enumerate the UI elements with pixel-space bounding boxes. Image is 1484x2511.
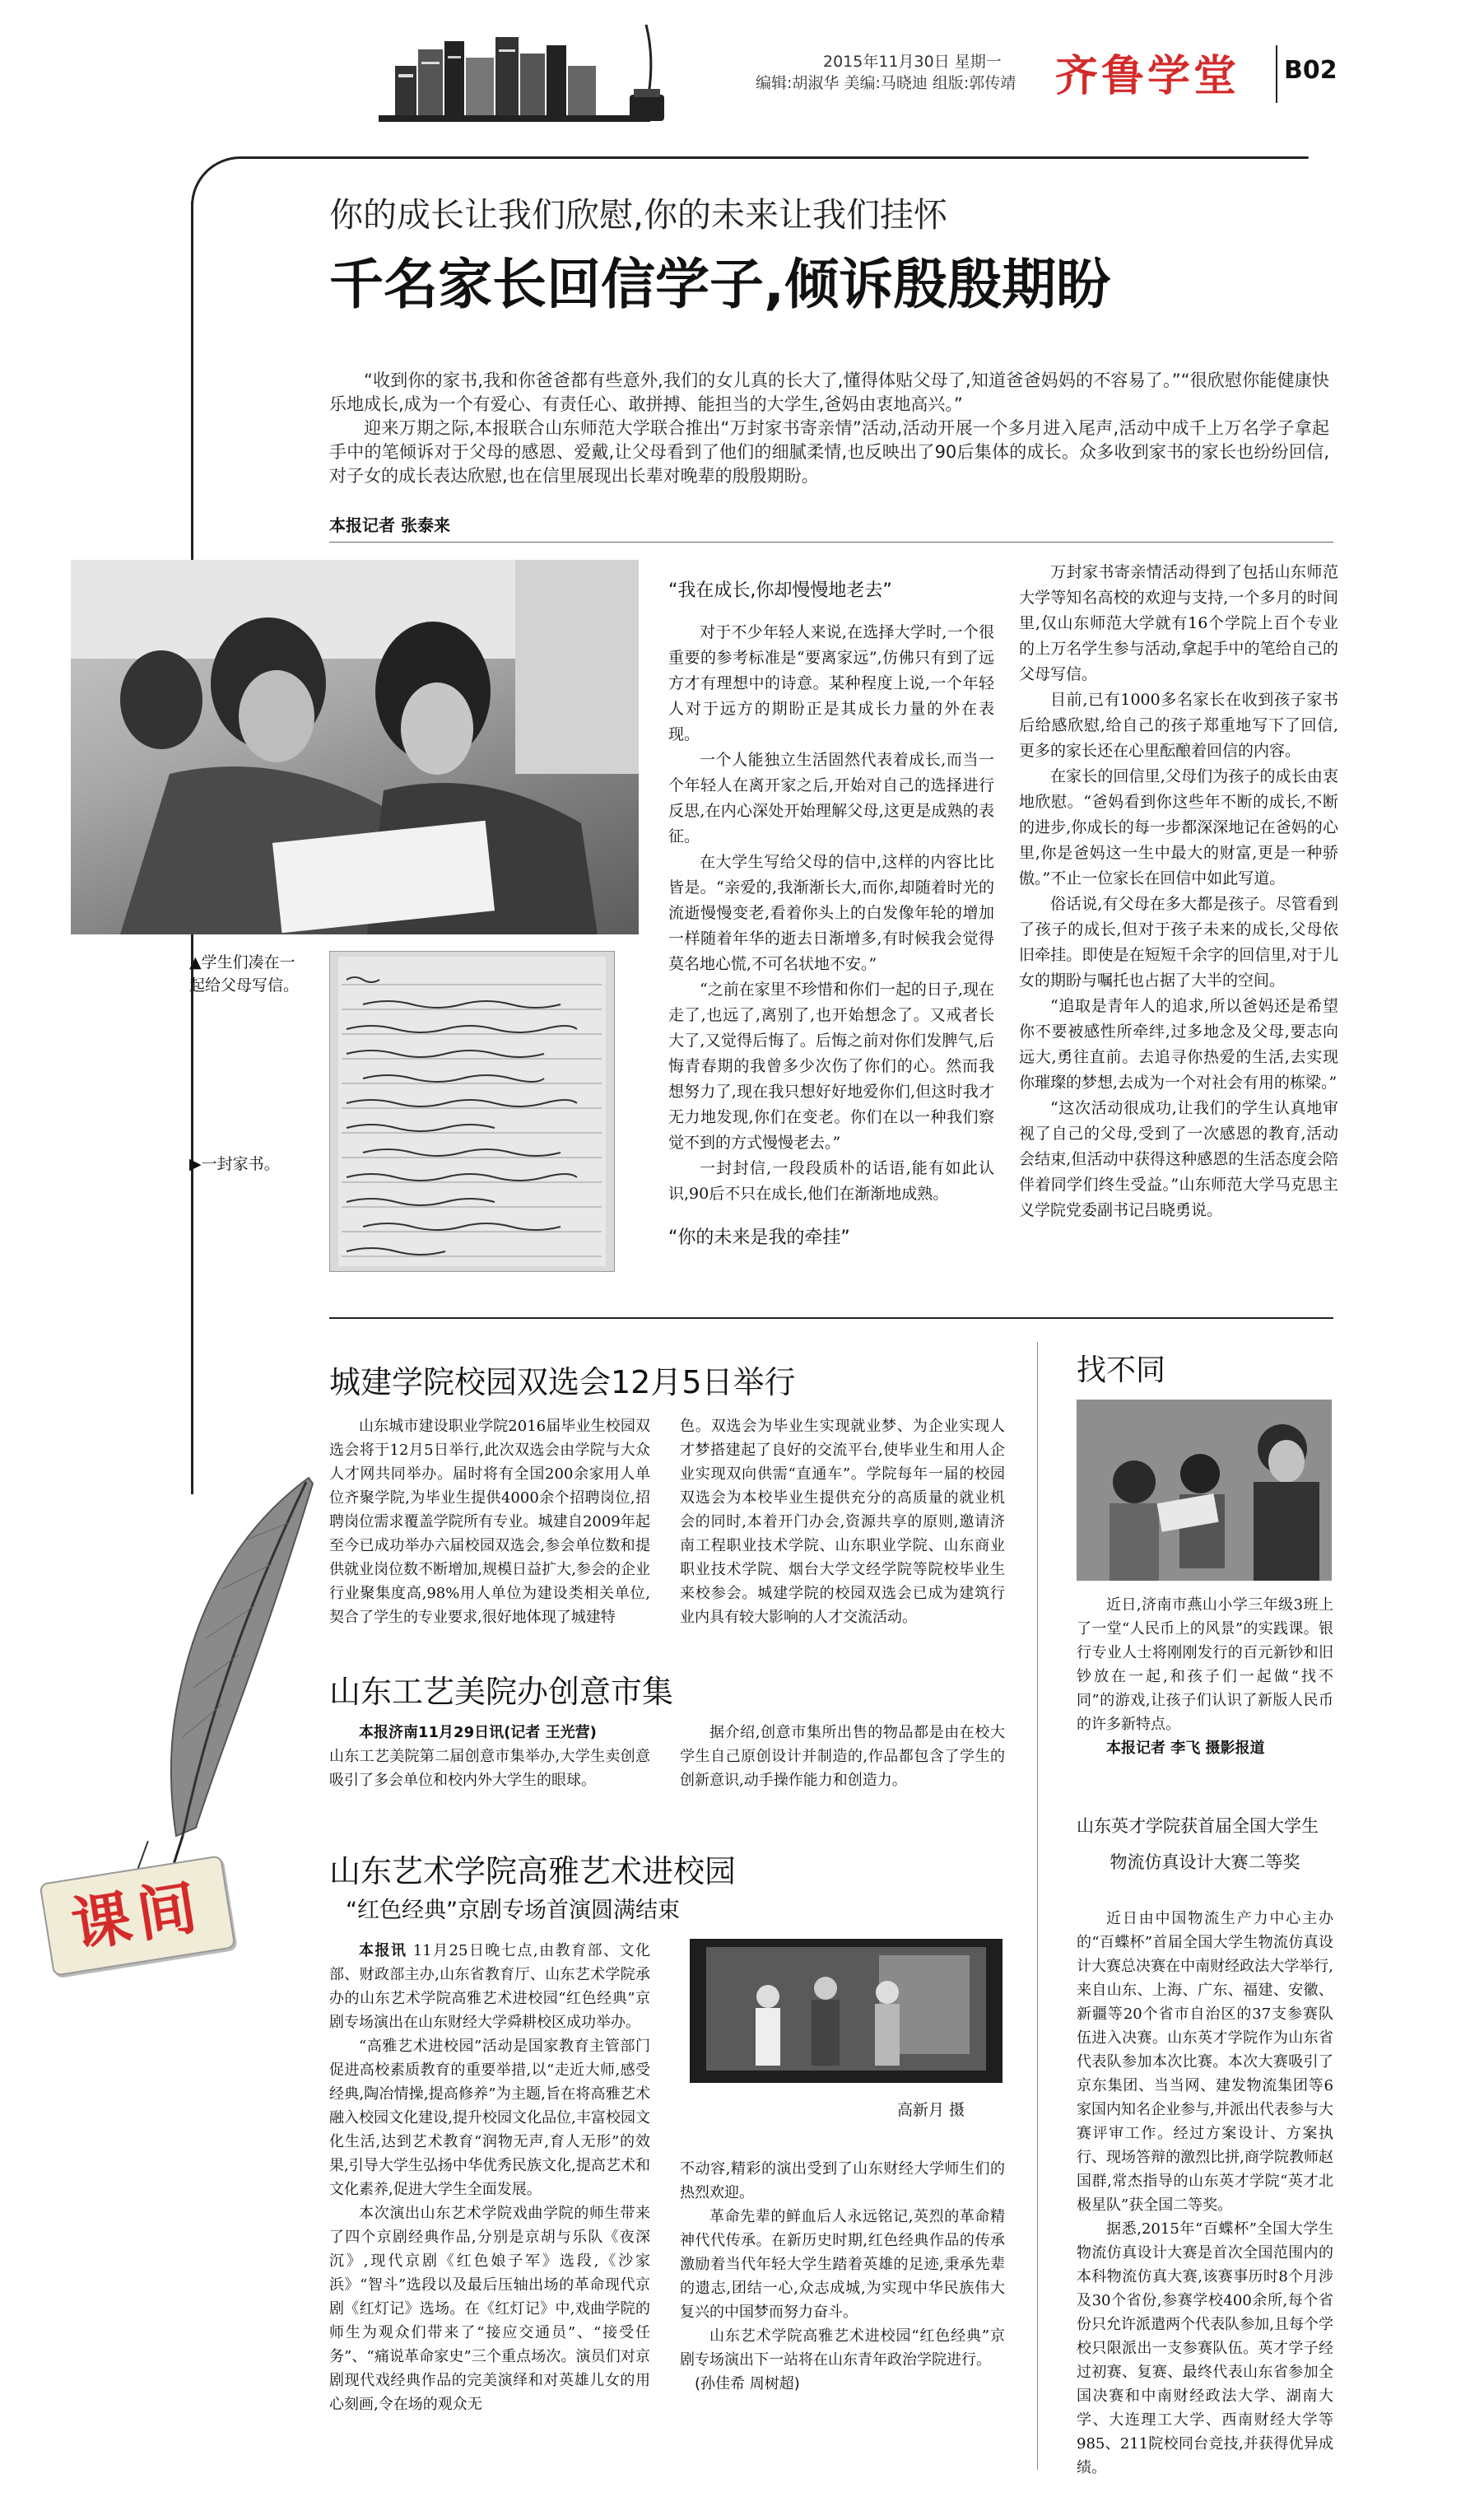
opera-col1-p2: “高雅艺术进校园”活动是国家教育主管部门促进高校素质教育的重要举措,以“走近大师,感受经典,陶冶情操,提高修养”为主题,旨在将高雅艺术融入校园文化建设,提升校园文化品位,丰富校园文化生活,达到艺术教育“润物无声,育人无形”的效果,引导大学生弘扬中华优秀民族文化,提高艺术和文化素养,促进大学生全面发展。 — [329, 2038, 650, 2198]
logistics-para: 据悉,2015年“百蝶杯”全国大学生物流仿真设计大赛是首次全国范围内的本科物流仿真大赛,该赛事历时8个月涉及30个省份,参赛学校400余所,每个省份只允许派遣两个代表队参加,且每个学校只限派出一支参赛队伍。英才学子经过初赛、复赛、最终代表山东省参加全国决赛和中南财经政法大学、湖南大学、大连理工大学、西南财经大学等985、211院校同台竞技,并获得优异成绩。 — [1077, 2220, 1333, 2476]
lead-headline: 千名家长回信学子,倾诉殷殷期盼 — [329, 253, 1111, 316]
mid-para: “之前在家里不珍惜和你们一起的日子,现在走了,也远了,离别了,也开始想念了。又戒者长大了,又觉得后悔了。后悔之前对你们发脾气,后悔青春期的我曾多少次伤了你们的心。然而我想努力了,现在我只想好好地爱你们,但这时我才无力地发现,你们在变老。你们在以一种我们察觉不到的方式慢慢老去。” — [668, 981, 994, 1152]
opera-col2-p2: 革命先辈的鲜血后人永远铭记,英烈的革命精神代代传承。在新历史时期,红色经典作品的传承激励着当代年轻大学生踏着英雄的足迹,秉承先辈的遗志,团结一心,众志成城,为实现中华民族伟大复兴的中国梦而努力奋斗。 — [680, 2208, 1005, 2321]
finddiff-byline: 本报记者 李飞 摄影报道 — [1106, 1740, 1265, 1757]
issue-date: 2015年11月30日 星期一 — [823, 53, 1002, 71]
opera-col2-p3: 山东艺术学院高雅艺术进校园“红色经典”京剧专场演出下一站将在山东青年政治学院进行。 — [680, 2327, 1005, 2369]
classroom-photo-icon — [1077, 1400, 1332, 1581]
craft-col2-text: 据介绍,创意市集所出售的物品都是由在校大学生自己原创设计并制造的,作品都包含了学生的创新意识,动手操作能力和创造力。 — [680, 1724, 1005, 1789]
opera-photo-credit: 高新月 摄 — [897, 2101, 965, 2119]
lead-subhead1: “我在成长,你却慢慢地老去” — [668, 580, 892, 601]
opera-col2-p1: 不动容,精彩的演出受到了山东财经大学师生们的热烈欢迎。 — [680, 2160, 1005, 2201]
craft-col1-text: 山东工艺美院第二届创意市集举办,大学生卖创意吸引了多会单位和校内外大学生的眼球。 — [329, 1748, 650, 1789]
right-para: “这次活动很成功,让我们的学生认真地审视了自己的父母,受到了一次感恩的教育,活动会结束,但活动中获得这种感恩的生活态度会陪伴着同学们终生受益。”山东师范大学马克思主义学院党委副书记吕晓勇说。 — [1019, 1099, 1338, 1219]
opera-col1-p3: 本次演出山东艺术学院戏曲学院的师生带来了四个京剧经典作品,分别是京胡与乐队《夜深沉》,现代京剧《红色娘子军》选段,《沙家浜》“智斗”选段以及最后压轴出场的革命现代京剧《红灯记》选场。在《红灯记》中,戏曲学院的师生为观众们带来了“接应交通员”、“接受任务”、“痛说革命家史”三个重点场次。演员们对京剧现代戏经典作品的完美演绎和对英雄儿女的用心刻画,令在场的观众无 — [329, 2205, 650, 2413]
photo1-caption: ▲学生们凑在一起给父母写信。 — [189, 953, 300, 995]
logistics-headline-l1: 山东英才学院获首届全国大学生 — [1077, 1816, 1319, 1836]
frame-curve — [191, 156, 243, 208]
section-title: 齐鲁学堂 — [1055, 52, 1240, 101]
opera-subhead: “红色经典”京剧专场首演圆满结束 — [346, 1898, 680, 1923]
craft-col2 — [680, 1721, 1005, 1792]
craft-dateline: 本报济南11月29日讯(记者 王光营) — [359, 1724, 597, 1741]
photo2-caption: ▶一封家书。 — [189, 1155, 280, 1173]
students-writing-photo — [71, 560, 639, 934]
side-tag: 课间 — [39, 1855, 235, 1977]
jobfair-headline: 城建学院校园双选会12月5日举行 — [329, 1364, 796, 1400]
handwritten-letter-photo — [329, 951, 615, 1272]
lead-byline: 本报记者 张泰来 — [329, 515, 450, 535]
logistics-para: 近日由中国物流生产力中心主办的“百蝶杯”首届全国大学生物流仿真设计大赛总决赛在中南财经政法大学举行,来自山东、上海、广东、福建、安徽、新疆等20个省市自治区的37支参赛队伍进入决赛。山东英才学院作为山东省代表队参加本次比赛。本次大赛吸引了京东集团、当当网、建发物流集团等6家国内知名企业参与,并派出代表参与大赛评审工作。经过方案设计、方案执行、现场答辩的激烈比拼,商学院教师赵国群,常杰指导的山东英才学院“英才北极星队”获全国二等奖。 — [1077, 1910, 1333, 2214]
logistics-headline-l2: 物流仿真设计大赛二等奖 — [1110, 1852, 1300, 1872]
craft-col1 — [329, 1721, 650, 1792]
lead-kicker: 你的成长让我们欣慰,你的未来让我们挂怀 — [329, 195, 948, 235]
mid-para: 在大学生写给父母的信中,这样的内容比比皆是。“亲爱的,我渐渐长大,而你,却随着时光的流逝慢慢变老,看着你头上的白发像年轮的增加一样随着年华的逝去日渐增多,有时候我会觉得莫名地心慌,不可名状地不安。” — [668, 853, 994, 973]
lead-intro — [329, 369, 1329, 488]
masthead-divider — [1276, 45, 1277, 103]
right-para: “追取是青年人的追求,所以爸妈还是希望你不要被感性所牵绊,过多地念及父母,要志向远大,勇往直前。去追寻你热爱的生活,去实现你璀璨的梦想,去成为一个对社会有用的栋梁。” — [1019, 997, 1338, 1092]
lead-subhead2: “你的未来是我的牵挂” — [668, 1228, 850, 1248]
books-illustration-icon — [362, 16, 724, 140]
finddiff-text: 近日,济南市燕山小学三年级3班上了一堂“人民币上的风景”的实践课。银行专业人士将刚刚发行的百元新钞和旧钞放在一起,和孩子们一起做“找不同”的游戏,让孩子们认识了新版人民币的许多新特点。 — [1077, 1596, 1333, 1733]
students-photo-shapes-icon — [71, 560, 639, 934]
finddiff-text-block — [1077, 1593, 1333, 1760]
lead-col-mid — [668, 576, 994, 1249]
mid-para: 对于不少年轻人来说,在选择大学时,一个很重要的参考标准是“要离家远”,仿佛只有到了远方才有理想中的诗意。某种程度上说,一个年轻人对于远方的期盼正是其成长力量的外在表现。 — [668, 623, 994, 743]
right-block-divider — [1037, 1342, 1038, 2470]
right-para: 目前,已有1000多名家长在收到孩子家书后给感欣慰,给自己的孩子郑重地写下了回信,更多的家长还在心里酝酿着回信的内容。 — [1019, 691, 1338, 760]
staff-credits: 编辑:胡淑华 美编:马晓迪 组版:郭传靖 — [756, 74, 1016, 92]
mid-para: 一封封信,一段段质朴的话语,能有如此认识,90后不只在成长,他们在渐渐地成熟。 — [668, 1159, 994, 1203]
right-para: 俗话说,有父母在多大都是孩子。尽管看到了孩子的成长,但对于孩子未来的成长,父母依旧牵挂。即使是在短短千余字的回信里,对于儿女的期盼与嘱托也占据了大半的空间。 — [1019, 895, 1338, 990]
finddiff-photo — [1077, 1400, 1332, 1581]
opera-col1 — [329, 1939, 650, 2416]
lead-intro-p2: 迎来万期之际,本报联合山东师范大学联合推出“万封家书寄亲情”活动,活动开展一个多月进入尾声,活动中成千上万名学子拿起手中的笔倾诉对于父母的感恩、爱戴,让父母看到了他们的细腻柔情,也反映出了90后集体的成长。众多收到家书的家长也纷纷回信,对子女的成长表达欣慰,也在信里展现出长辈对晚辈的殷殷期盼。 — [329, 418, 1329, 486]
opera-col2 — [680, 2157, 1005, 2396]
quill-feather-icon — [123, 1474, 329, 1902]
lead-col-right — [1019, 560, 1338, 1223]
page-number: B02 — [1284, 56, 1337, 85]
right-para: 在家长的回信里,父母们为孩子的成长由衷地欣慰。“爸妈看到你这些年不断的成长,不断的进步,你成长的每一步都深深地记在爸妈的心里,你是爸妈这一生中最大的财富,更是一种骄傲。”不止一位家长在回信中如此写道。 — [1019, 767, 1338, 887]
opera-stage-icon — [690, 1939, 1003, 2083]
opera-col2-byline: (孙佳希 周树超) — [695, 2375, 800, 2392]
opera-headline: 山东艺术学院高雅艺术进校园 — [329, 1853, 737, 1889]
opera-col1-p1 — [329, 1939, 650, 2034]
jobfair-col1 — [329, 1414, 650, 1629]
opera-photo — [690, 1939, 1003, 2083]
jobfair-col1-text: 山东城市建设职业学院2016届毕业生校园双选会将于12月5日举行,此次双选会由学院与大众人才网共同举办。届时将有全国200余家用人单位齐聚学院,为毕业生提供4000余个招聘岗位,招聘岗位需求覆盖学院所有专业。城建自2009年起至今已成功举办六届校园双选会,参会单位数和提供就业岗位数不断增加,规模日益扩大,参会的企业行业聚集度高,98%用人单位为建设类相关单位,契合了学生的专业要求,很好地体现了城建特 — [329, 1418, 650, 1626]
frame-line-top — [239, 156, 1309, 159]
opera-lead: 本报讯 — [359, 1942, 407, 1959]
finddiff-headline: 找不同 — [1077, 1353, 1166, 1387]
mid-para: 一个人能独立生活固然代表着成长,而当一个年轻人在离开家之后,开始对自己的选择进行反思,在内心深处开始理解父母,这更是成熟的表征。 — [668, 751, 994, 846]
opera-col1-p1-text: 11月25日晚七点,由教育部、文化部、财政部主办,山东省教育厅、山东艺术学院承办的山东艺术学院高雅艺术进校园“红色经典”京剧专场演出在山东财经大学舜耕校区成功举办。 — [329, 1942, 651, 2031]
right-para: 万封家书寄亲情活动得到了包括山东师范大学等知名高校的欢迎与支持,一个多月的时间里,仅山东师范大学就有16个学院上百个专业的上万名学生参与活动,拿起手中的笔给自己的父母写信。 — [1019, 563, 1338, 683]
masthead — [0, 0, 1484, 144]
byline-rule — [329, 542, 1333, 543]
jobfair-col2 — [680, 1414, 1005, 1629]
logistics-col — [1077, 1907, 1333, 2480]
lead-intro-p1: “收到你的家书,我和你爸爸都有些意外,我们的女儿真的长大了,懂得体贴父母了,知道爸爸妈妈的不容易了。”“很欣慰你能健康快乐地成长,成为一个有爱心、有责任心、敢拼搏、能担当的大学生,爸妈由衷地高兴。” — [329, 370, 1329, 414]
logistics-headline — [1077, 1808, 1333, 1880]
letter-lines-icon — [330, 952, 614, 1271]
jobfair-col2-text: 色。双选会为毕业生实现就业梦、为企业实现人才梦搭建起了良好的交流平台,使毕业生和用人企业实现双向供需“直通车”。学院每年一届的校园双选会为本校毕业生提供充分的高质量的就业机会的同时,本着开门办会,资源共享的原则,邀请济南工程职业技术学院、山东职业学院、山东商业职业技术学院、烟台大学文经学院等院校毕业生来校参会。城建学院的校园双选会已成为建筑行业内具有较大影响的人才交流活动。 — [680, 1418, 1005, 1626]
section-rule-1 — [329, 1317, 1333, 1319]
craft-headline: 山东工艺美院办创意市集 — [329, 1674, 674, 1710]
